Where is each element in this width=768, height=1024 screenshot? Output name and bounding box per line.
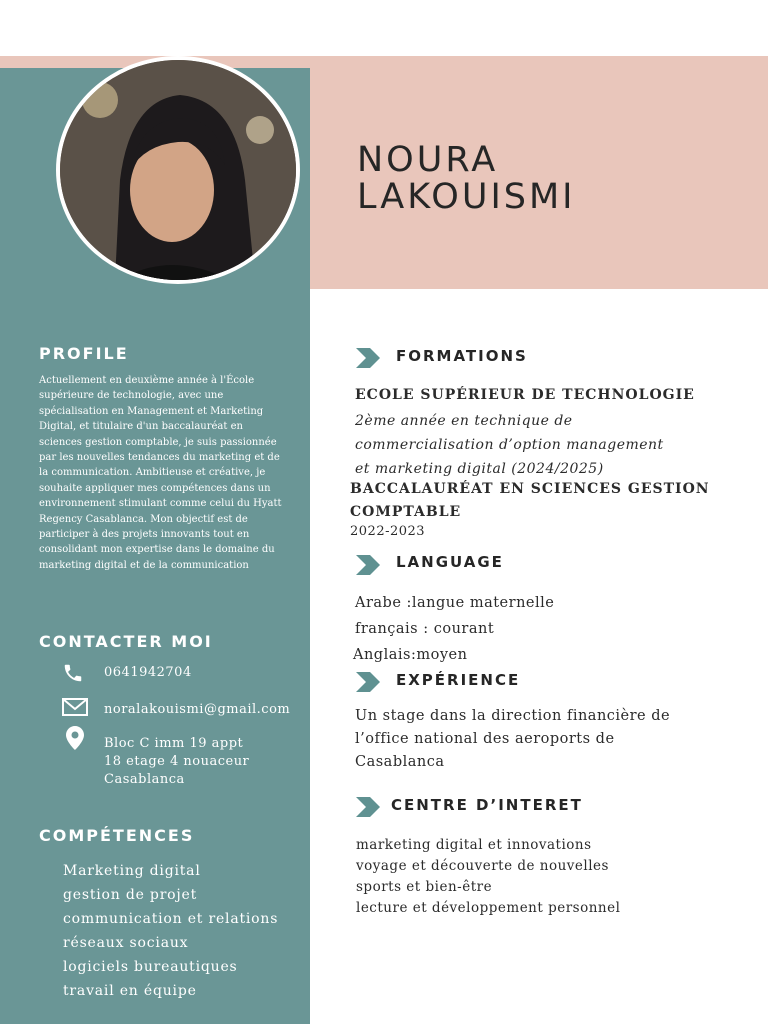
- mail-icon: [62, 698, 88, 720]
- interests-list: [356, 835, 620, 919]
- detail-line: commercialisation d’option management: [355, 437, 664, 453]
- formations-title: FORMATIONS: [396, 347, 528, 365]
- bac-line: COMPTABLE: [350, 504, 462, 520]
- skill-item: logiciels bureautiques: [63, 959, 238, 975]
- experience-line: Casablanca: [355, 754, 445, 770]
- email-address[interactable]: noralakouismi@gmail.com: [104, 702, 291, 717]
- location-icon: [66, 726, 92, 748]
- language-item: Anglais:moyen: [353, 647, 468, 663]
- detail-line: et marketing digital (2024/2025): [355, 461, 604, 477]
- contact-title: CONTACTER MOI: [39, 632, 213, 651]
- language-item: français : courant: [355, 621, 495, 637]
- last-name: LAKOUISMI: [357, 177, 576, 217]
- skill-item: travail en équipe: [63, 983, 197, 999]
- address-line: Casablanca: [104, 772, 185, 787]
- language-title: LANGUAGE: [396, 553, 504, 571]
- chevron-right-icon: [356, 348, 382, 368]
- experience-line: Un stage dans la direction financière de: [355, 708, 671, 724]
- interests-title: CENTRE D’INTERET: [391, 796, 583, 814]
- profile-text: Actuellement en deuxième année à l'École supérieure de technologie, avec une spécialisation en Management et Marketing Digital, et titulaire d'un baccalauréat en sciences gestion comptable, je suis passionnée par les nouvelles tendances du marketing et de la communication. Ambitieuse et créative, je souhaite appliquer mes compétences dans un environnement stimulant comme celui du Hyatt Regency Casablanca. Mon objectif est de participer à des projets innovants tout en consolidant mon expertise dans le domaine du marketing digital et de la communication: [39, 375, 282, 571]
- interest-item: sports et bien-être: [356, 879, 493, 895]
- chevron-right-icon: [356, 797, 382, 817]
- address: [104, 735, 249, 789]
- skills-list: [63, 859, 278, 1003]
- bac-title: [350, 478, 710, 524]
- chevron-right-icon: [356, 672, 382, 692]
- skill-item: gestion de projet: [63, 887, 198, 903]
- address-line: Bloc C imm 19 appt: [104, 736, 244, 751]
- profile-photo: [56, 56, 300, 284]
- skill-item: réseaux sociaux: [63, 935, 189, 951]
- skill-item: Marketing digital: [63, 863, 201, 879]
- school-name: ECOLE SUPÉRIEUR DE TECHNOLOGIE: [355, 387, 695, 403]
- full-name: [357, 142, 576, 216]
- phone-icon: [62, 662, 88, 684]
- formation-detail: [355, 409, 664, 481]
- skills-title: COMPÉTENCES: [39, 826, 195, 845]
- interest-item: marketing digital et innovations: [356, 837, 592, 853]
- first-name: NOURA: [357, 140, 499, 180]
- experience-text: [355, 705, 670, 774]
- address-line: 18 etage 4 nouaceur: [104, 754, 250, 769]
- language-item: Arabe :langue maternelle: [355, 595, 555, 611]
- bac-years: 2022-2023: [350, 524, 426, 539]
- phone-number[interactable]: 0641942704: [104, 665, 192, 680]
- interest-item: voyage et découverte de nouvelles: [356, 858, 609, 874]
- experience-title: EXPÉRIENCE: [396, 671, 521, 689]
- experience-line: l’office national des aeroports de: [355, 731, 615, 747]
- chevron-right-icon: [356, 555, 382, 575]
- profile-title: PROFILE: [39, 344, 129, 363]
- bac-line: BACCALAURÉAT EN SCIENCES GESTION: [350, 481, 710, 497]
- language-list: [355, 590, 554, 668]
- interest-item: lecture et développement personnel: [356, 900, 621, 916]
- detail-line: 2ème année en technique de: [355, 413, 573, 429]
- skill-item: communication et relations: [63, 911, 279, 927]
